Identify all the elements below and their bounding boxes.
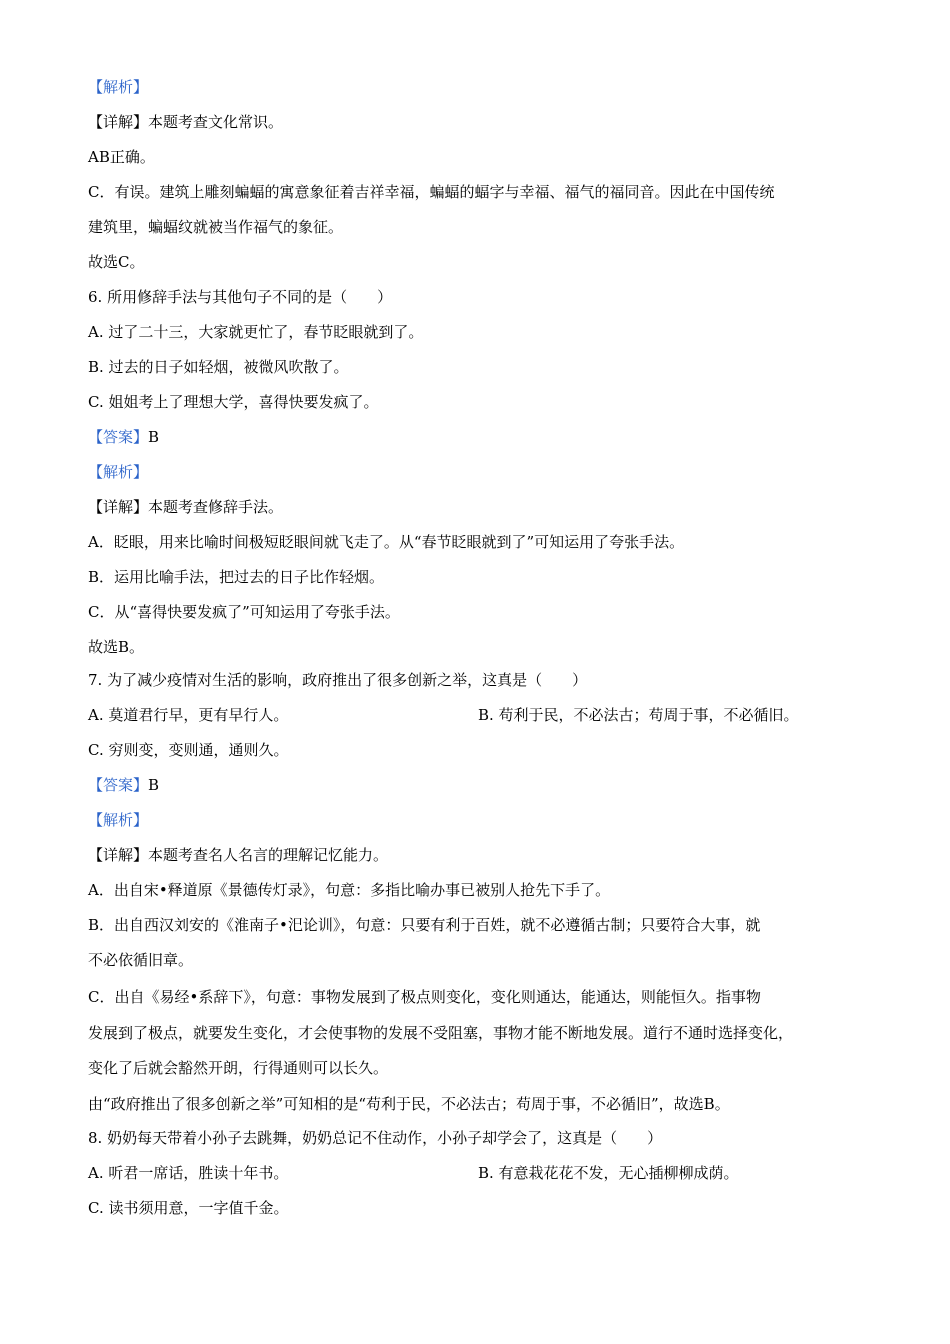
q5-explain-c-1: C．有误。建筑上雕刻蝙蝠的寓意象征着吉祥幸福，蝙蝠的蝠字与幸福、福气的福同音。因此在中国传统 [88,183,775,201]
q5-detail: 【详解】本题考查文化常识。 [88,113,284,131]
q5-ab: AB正确。 [88,148,155,166]
q7-answer-tag: 【答案】 [88,776,149,794]
q6-explain-c: C．从“喜得快要发疯了”可知运用了夸张手法。 [88,603,400,621]
q7-option-b: B. 苟利于民，不必法古；苟周于事，不必循旧。 [478,706,799,724]
q6-conclusion: 故选B。 [88,638,145,656]
q7-option-a: A. 莫道君行早，更有早行人。 [88,706,289,724]
q7-explain-c-1: C．出自《易经•系辞下》，句意：事物发展到了极点则变化，变化则通达，能通达，则能恒久。指事物 [88,988,761,1006]
q6-answer-tag: 【答案】 [88,428,149,446]
q7-answer-line [88,775,159,795]
q6-explain-b: B．运用比喻手法，把过去的日子比作轻烟。 [88,568,385,586]
q7-stem: 7. 为了减少疫情对生活的影响，政府推出了很多创新之举，这真是（ ） [88,671,588,689]
q6-analysis-tag: 【解析】 [88,463,149,481]
q6-stem: 6. 所用修辞手法与其他句子不同的是（ ） [88,288,393,306]
q6-detail: 【详解】本题考查修辞手法。 [88,498,284,516]
q5-analysis-tag: 【解析】 [88,78,149,96]
q7-explain-b-2: 不必依循旧章。 [88,951,194,969]
q7-explain-b-1: B．出自西汉刘安的《淮南子•汜论训》，句意：只要有利于百姓，就不必遵循古制；只要符合大事，就 [88,916,761,934]
q7-conclusion: 由“政府推出了很多创新之举”可知相的是“苟利于民，不必法古；苟周于事，不必循旧”，故选B。 [88,1095,730,1113]
q6-explain-a: A．眨眼，用来比喻时间极短眨眼间就飞走了。从“春节眨眼就到了”可知运用了夸张手法。 [88,533,685,551]
q7-answer: B [148,776,160,794]
q7-explain-c-2: 发展到了极点，就要发生变化，才会使事物的发展不受阻塞，事物才能不断地发展。道行不通时选择变化， [88,1024,794,1042]
q8-option-c: C. 读书须用意，一字值千金。 [88,1199,289,1217]
q6-option-b: B. 过去的日子如轻烟，被微风吹散了。 [88,358,349,376]
q7-explain-c-3: 变化了后就会豁然开朗，行得通则可以长久。 [88,1059,389,1077]
q6-answer: B [148,428,160,446]
q5-conclusion: 故选C。 [88,253,145,271]
q6-option-c: C. 姐姐考上了理想大学，喜得快要发疯了。 [88,393,379,411]
q6-option-a: A. 过了二十三，大家就更忙了，春节眨眼就到了。 [88,323,424,341]
q7-analysis-tag: 【解析】 [88,811,149,829]
q8-option-a: A. 听君一席话，胜读十年书。 [88,1164,289,1182]
q5-explain-c-2: 建筑里，蝙蝠纹就被当作福气的象征。 [88,218,344,236]
q8-option-b: B. 有意栽花花不发，无心插柳柳成荫。 [478,1164,739,1182]
q7-option-c: C. 穷则变，变则通，通则久。 [88,741,289,759]
q8-stem: 8. 奶奶每天带着小孙子去跳舞，奶奶总记不住动作，小孙子却学会了，这真是（ ） [88,1129,663,1147]
q7-detail: 【详解】本题考查名人名言的理解记忆能力。 [88,846,389,864]
q7-explain-a: A．出自宋•释道原《景德传灯录》，句意：多指比喻办事已被别人抢先下手了。 [88,881,611,899]
q6-answer-line [88,427,159,447]
